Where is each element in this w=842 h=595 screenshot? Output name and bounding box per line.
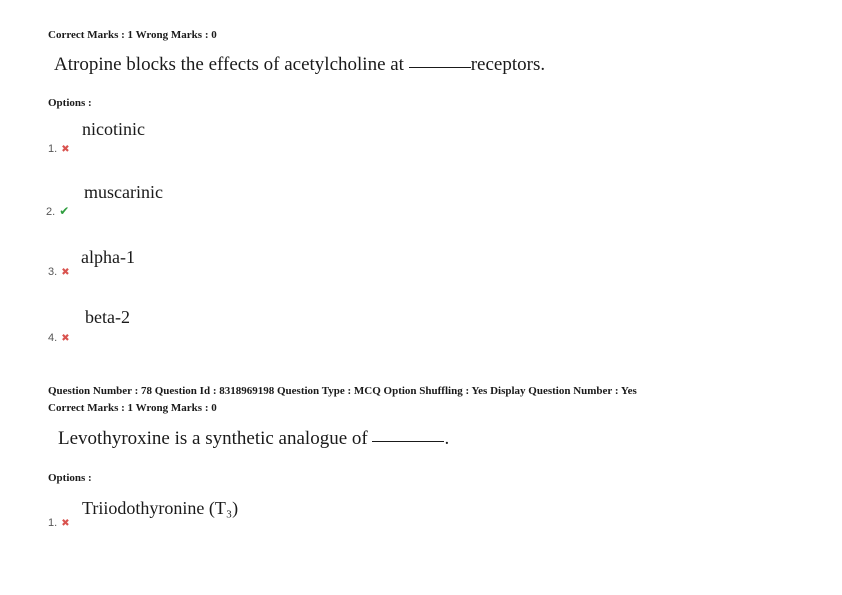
- q2-question-text: [58, 428, 449, 450]
- q2-answer-blank: [372, 440, 444, 442]
- q1-option-3-number: 3.: [48, 266, 58, 278]
- q2-options-label: Options :: [48, 472, 92, 484]
- q2-info: Question Number : 78 Question Id : 8318969198 Question Type : MCQ Option Shuffling : Yes Display Question Number : Yes: [48, 385, 637, 397]
- q1-option-4: [48, 332, 70, 344]
- q2-question-after: .: [444, 428, 450, 449]
- q1-option-2-text: muscarinic: [84, 182, 163, 202]
- q1-question-text: [54, 54, 545, 76]
- cross-icon: ✖: [61, 333, 70, 344]
- cross-icon: ✖: [61, 267, 70, 278]
- q1-option-4-number: 4.: [48, 332, 58, 344]
- q1-options-label: Options :: [48, 97, 92, 109]
- q1-option-4-text: beta-2: [85, 307, 130, 327]
- q1-question-after: receptors.: [470, 54, 546, 75]
- q2-question-before: Levothyroxine is a synthetic analogue of: [58, 428, 373, 449]
- cross-icon: ✖: [61, 144, 70, 155]
- q1-answer-blank: [409, 66, 471, 68]
- q1-option-2: [46, 204, 69, 218]
- q2-marks: Correct Marks : 1 Wrong Marks : 0: [48, 402, 217, 414]
- q1-marks: Correct Marks : 1 Wrong Marks : 0: [48, 29, 217, 41]
- q1-option-1: [48, 143, 70, 155]
- q2-option-1-number: 1.: [48, 517, 58, 529]
- q2-option-1: [48, 517, 70, 529]
- q1-option-2-number: 2.: [46, 206, 56, 218]
- check-icon: ✔: [59, 204, 70, 218]
- q1-option-3-text: alpha-1: [81, 247, 135, 267]
- q1-option-1-number: 1.: [48, 143, 58, 155]
- q1-option-3: [48, 266, 70, 278]
- cross-icon: ✖: [61, 518, 70, 529]
- q2-option-1-text: Triiodothyronine (T₃): [82, 498, 239, 518]
- q1-question-before: Atropine blocks the effects of acetylcholine at: [54, 54, 409, 75]
- q1-option-1-text: nicotinic: [82, 119, 145, 139]
